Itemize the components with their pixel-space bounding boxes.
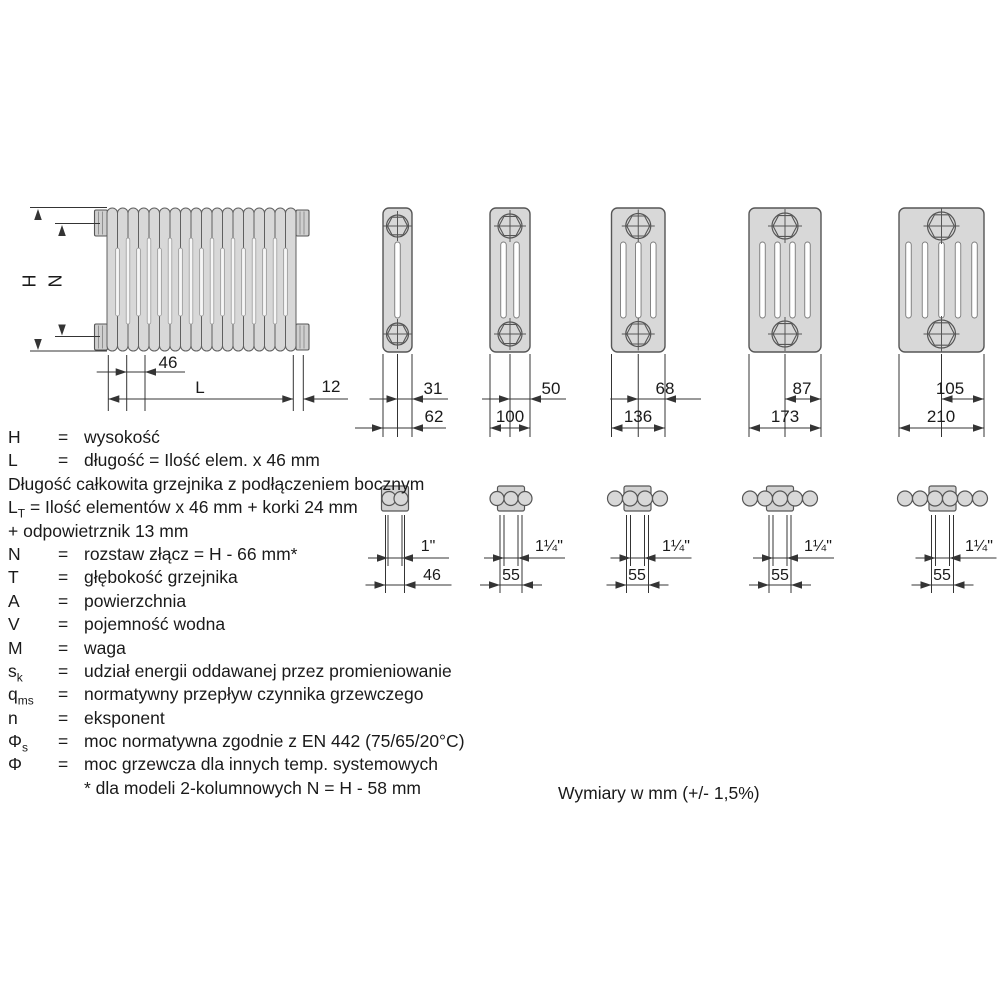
length-dim-label: L (195, 378, 205, 397)
legend-row-T: T = głębokość grzejnika (8, 567, 238, 588)
side-connection-dim-label: 12 (321, 377, 341, 396)
topview4-connection-label: 1¼" (662, 538, 690, 555)
legend-symbol: H (8, 427, 21, 447)
legend-row-sk: $s_k$ = udział energii oddawanej przez promieniowanie (8, 660, 452, 685)
legend-row-phi-s: $\Phi_s$ = moc normatywna zgodnie z EN 442 (75/65/20°C) (8, 731, 465, 755)
section3-half-depth-label: 50 (541, 379, 561, 398)
section4-half-depth-label: 68 (655, 379, 675, 398)
topview2-pitch-label: 46 (423, 567, 441, 584)
legend-row-A: A = powierzchnia (8, 590, 187, 611)
section6-half-depth-label: 105 (935, 379, 965, 398)
topview3-pitch-label: 55 (502, 567, 520, 584)
joint-spacing-dim-label: N (44, 274, 65, 288)
legend-row-n: n = eksponent (8, 707, 165, 728)
dimensions-tolerance-note: Wymiary w mm (+/- 1,5%) (558, 783, 760, 803)
legend-row-L: L = długość = Ilość elem. x 46 mm (8, 449, 465, 472)
section2-half-depth-label: 31 (423, 379, 443, 398)
legend-row-H: H = wysokość (8, 426, 465, 449)
topview3-connection-label: 1¼" (535, 538, 563, 555)
section3-depth-label: 100 (495, 407, 525, 426)
topview6-connection-label: 1¼" (965, 538, 993, 555)
topview5-pitch-label: 55 (771, 567, 789, 584)
legend-row-total-length: Długość całkowita grzejnika z podłączeniem bocznym (8, 473, 425, 494)
legend-row-M: M = waga (8, 637, 126, 658)
section6-depth-label: 210 (926, 407, 956, 426)
legend-row-phi: Φ = moc grzewcza dla innych temp. systemowych (8, 754, 439, 775)
legend (8, 426, 465, 800)
element-pitch-dim-label: 46 (158, 353, 178, 372)
legend-symbol: L (8, 450, 18, 471)
section5-half-depth-label: 87 (792, 379, 812, 398)
radiator-cross-sections (355, 208, 984, 437)
radiator-front-view (30, 208, 348, 412)
topview2-connection-label: 1" (420, 538, 436, 555)
height-dim-label: H (18, 274, 39, 288)
legend-row-qms: $q_{ms}$ = normatywny przepływ czynnika grzewczego (8, 684, 424, 708)
legend-footnote: * dla modeli 2-kolumnowych N = H - 58 mm (84, 777, 421, 798)
section2-depth-label: 62 (424, 407, 444, 426)
legend-row-V: V = pojemność wodna (8, 614, 226, 635)
topview5-connection-label: 1¼" (804, 538, 832, 555)
legend-row-N: N = rozstaw złącz = H - 66 mm* (8, 543, 298, 564)
section4-depth-label: 136 (623, 407, 653, 426)
topview6-pitch-label: 55 (933, 567, 951, 584)
topview4-pitch-label: 55 (628, 567, 646, 584)
legend-row-LT: $L_T$ = Ilość elementów x 46 mm + korki 24 mm (8, 497, 358, 521)
legend-row-air-vent: + odpowietrznik 13 mm (8, 520, 189, 541)
section5-depth-label: 173 (770, 407, 800, 426)
